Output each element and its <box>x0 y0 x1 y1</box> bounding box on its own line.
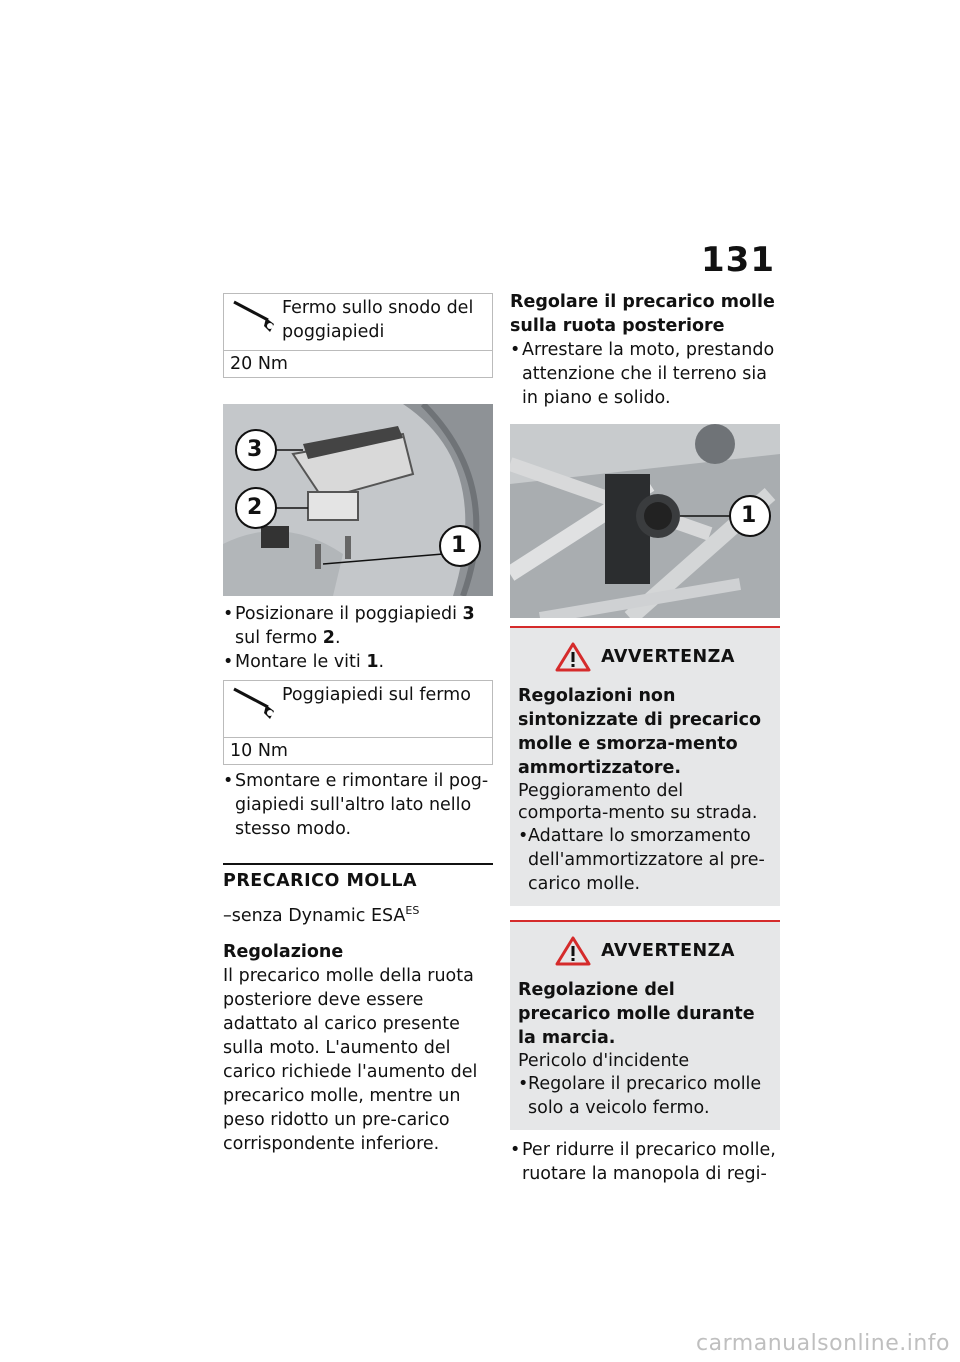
torque-wrench-icon <box>230 296 278 336</box>
torque-label: Fermo sullo snodo del poggiapiedi <box>282 298 474 342</box>
spring-preload-figure <box>510 424 780 618</box>
callout-2: 2 <box>247 495 263 520</box>
torque-value: 10 Nm <box>224 737 492 764</box>
warning-title: AVVERTENZA <box>601 941 735 961</box>
footrest-figure <box>223 404 493 596</box>
warning-cause: Regolazione del precarico molle durante la marcia. <box>518 980 755 1048</box>
warning-consequence: Peggioramento del comporta-mento su strada. <box>518 781 758 823</box>
torque-value: 20 Nm <box>224 350 492 377</box>
warning-title: AVVERTENZA <box>601 647 735 667</box>
warning-box <box>510 626 780 906</box>
warning-box <box>510 920 780 1130</box>
list-item: • Per ridurre il precarico molle, ruotare la manopola di regi- <box>510 1140 776 1184</box>
torque-spec-box <box>223 680 493 765</box>
body-paragraph: Il precarico molle della ruota posteriore deve essere adattato al carico presente sulla moto. L'aumento del carico richiede l'aumento del precarico molle, mentre un peso ridotto un pre-carico corrispondente inferiore. <box>223 965 478 1154</box>
list-item: • Regolare il precarico molle solo a veicolo fermo. <box>518 1074 762 1118</box>
warning-cause: Regolazioni non sintonizzate di precarico molle e smorza-mento ammortizzatore. <box>518 686 762 778</box>
procedure-heading: Regolare il precarico molle sulla ruota posteriore <box>510 292 775 336</box>
torque-label: Poggiapiedi sul fermo <box>282 685 471 705</box>
warning-triangle-icon <box>555 936 591 966</box>
section-title: PRECARICO MOLLA <box>223 863 493 891</box>
watermark-footer: carmanualsonline.info <box>696 1331 950 1356</box>
shock-absorber-illustration <box>510 424 780 618</box>
warning-consequence: Pericolo d'incidente <box>518 1051 690 1071</box>
left-column <box>223 293 493 1156</box>
callout-3: 3 <box>247 437 263 462</box>
right-column <box>510 290 780 1186</box>
callout-1: 1 <box>741 503 757 528</box>
variant-note: –senza Dynamic $ESA^{ES}$ <box>223 904 420 926</box>
torque-spec-box <box>223 293 493 378</box>
footrest-illustration <box>223 404 493 596</box>
list-item: • Arrestare la moto, prestando attenzione che il terreno sia in piano e solido. <box>510 340 775 408</box>
sub-heading: Regolazione <box>223 941 344 962</box>
page-number: 131 <box>701 240 775 280</box>
callout-1: 1 <box>451 533 467 558</box>
list-item: • Montare le viti 1. <box>223 652 385 672</box>
torque-wrench-icon <box>230 683 278 723</box>
list-item: • Adattare lo smorzamento dell'ammortizzatore al pre-carico molle. <box>518 826 765 894</box>
warning-triangle-icon <box>555 642 591 672</box>
list-item: • Smontare e rimontare il pog-giapiedi sull'altro lato nello stesso modo. <box>223 771 489 839</box>
list-item: • Posizionare il poggiapiedi 3 sul fermo 2. <box>223 604 475 648</box>
